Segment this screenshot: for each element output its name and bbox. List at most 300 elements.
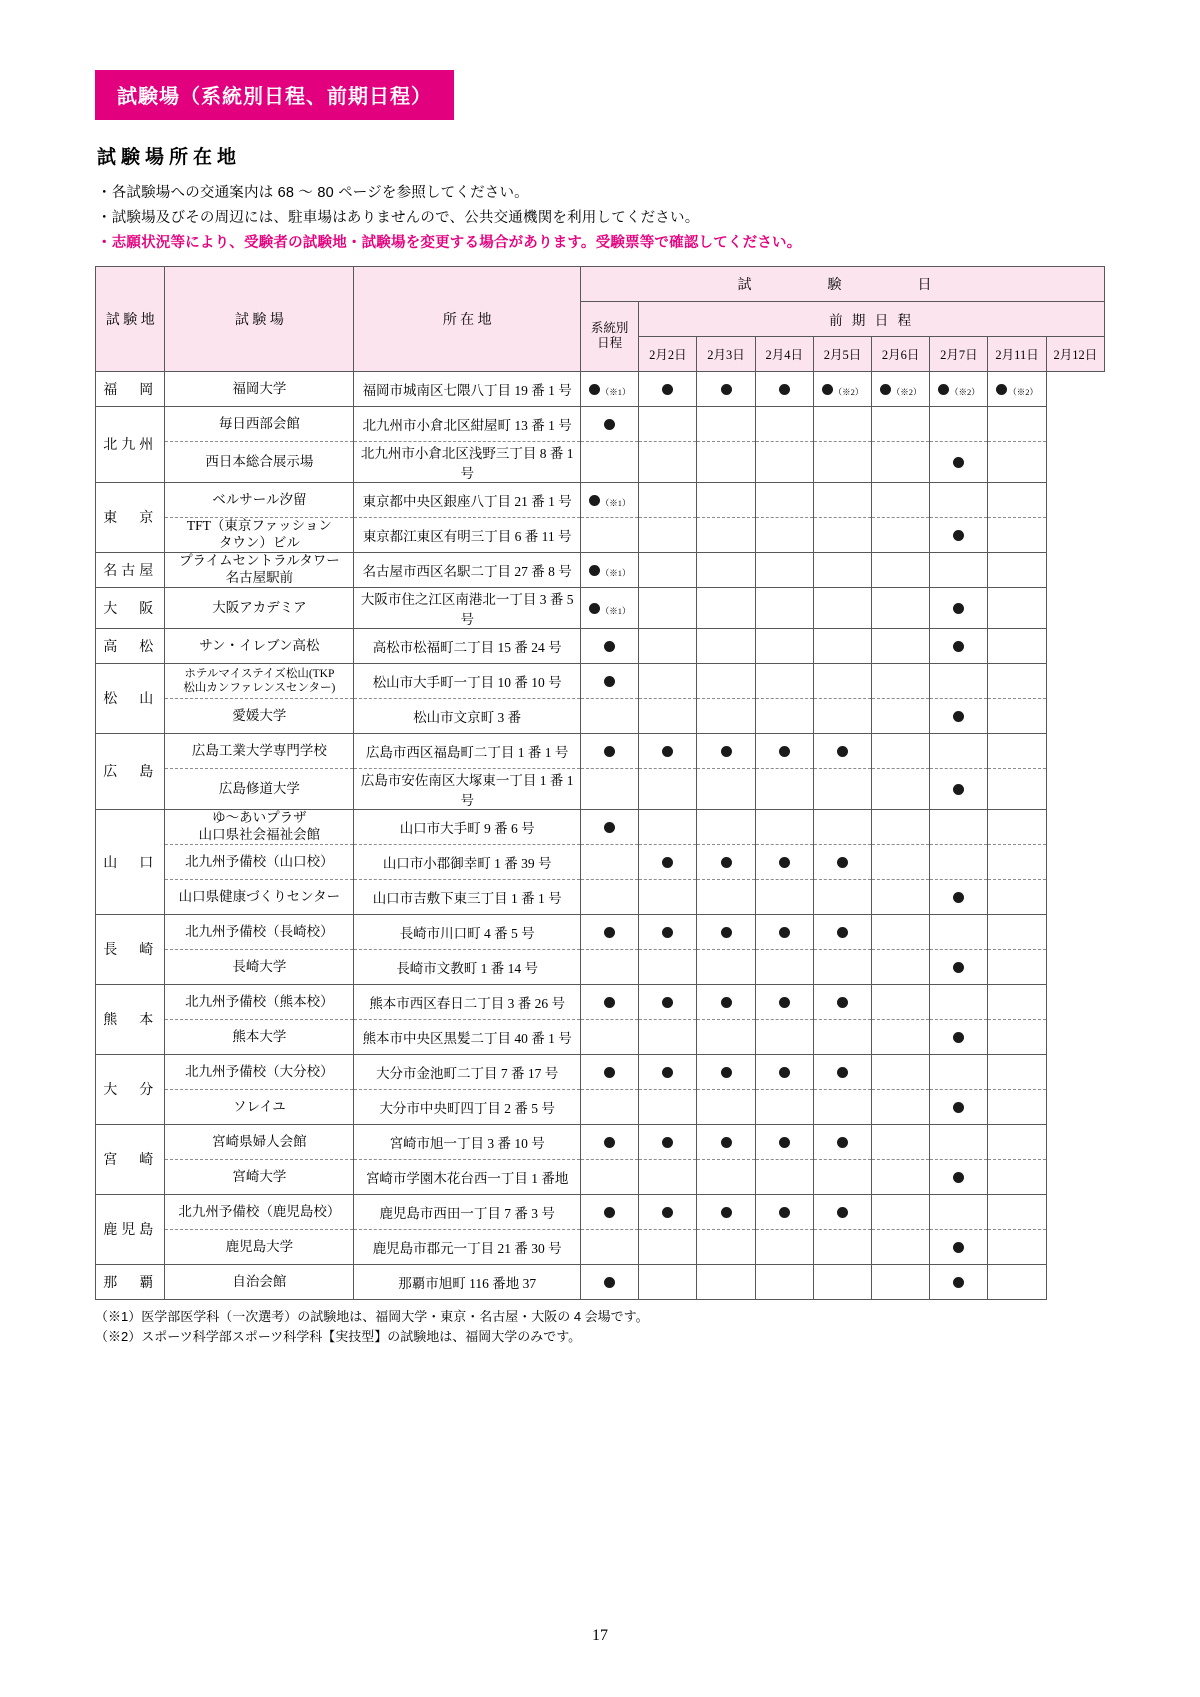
note-line-3: ・志願状況等により、受験者の試験地・試験場を変更する場合があります。受験票等で確認してください。 xyxy=(97,234,802,251)
cell-date-mark xyxy=(755,1019,813,1054)
cell-date-mark xyxy=(988,406,1046,441)
cell-date-mark xyxy=(930,1124,988,1159)
table-row xyxy=(96,984,1105,1019)
footnote-1: （※1）医学部医学科（一次選考）の試験地は、福岡大学・東京・名古屋・大阪の 4 会場です。 xyxy=(95,1308,649,1324)
cell-city: 北九州 xyxy=(96,406,165,482)
cell-date-mark xyxy=(872,733,930,768)
cell-address: 宮崎市学園木花台西一丁目 1 番地 xyxy=(354,1159,581,1194)
table-row xyxy=(96,441,1105,482)
cell-date-mark xyxy=(930,768,988,809)
mark-dot xyxy=(589,384,600,395)
cell-venue-line1: プライムセントラルタワー xyxy=(179,553,340,569)
cell-date-mark xyxy=(813,1159,871,1194)
cell-venue: 西日本総合展示場 xyxy=(165,441,354,482)
mark-dot xyxy=(662,1137,673,1148)
cell-date-mark xyxy=(755,628,813,663)
cell-date-mark xyxy=(930,482,988,517)
cell-address: 北九州市小倉北区浅野三丁目 8 番 1 号 xyxy=(354,441,581,482)
cell-date-mark xyxy=(639,1124,697,1159)
cell-date-mark xyxy=(581,984,639,1019)
cell-date-mark xyxy=(639,1054,697,1089)
cell-date-mark xyxy=(813,517,871,552)
mark-note: （※1） xyxy=(600,605,631,616)
cell-date-mark xyxy=(639,1264,697,1299)
cell-date-mark xyxy=(813,441,871,482)
table-row xyxy=(96,587,1105,628)
cell-date-mark xyxy=(872,1229,930,1264)
cell-address: 山口市小郡御幸町 1 番 39 号 xyxy=(354,844,581,879)
cell-date-mark xyxy=(813,949,871,984)
cell-date-mark xyxy=(930,628,988,663)
cell-date-mark xyxy=(581,1159,639,1194)
cell-venue xyxy=(165,552,354,587)
cell-date-mark xyxy=(755,1194,813,1229)
cell-date-mark xyxy=(697,441,755,482)
cell-date-mark xyxy=(755,587,813,628)
mark-dot xyxy=(953,457,964,468)
cell-date-mark xyxy=(872,1089,930,1124)
cell-venue xyxy=(165,517,354,552)
cell-date-mark xyxy=(930,914,988,949)
cell-date-mark xyxy=(755,517,813,552)
mark-dot xyxy=(953,1277,964,1288)
cell-date-mark xyxy=(581,552,639,587)
cell-date-mark xyxy=(872,371,930,406)
cell-date-mark xyxy=(813,628,871,663)
cell-city: 高 松 xyxy=(96,628,165,663)
cell-date-mark xyxy=(872,441,930,482)
table-row xyxy=(96,628,1105,663)
cell-date-mark xyxy=(813,879,871,914)
cell-date-mark xyxy=(697,663,755,698)
mark-dot xyxy=(822,384,833,395)
cell-date-mark xyxy=(872,1124,930,1159)
mark-note: （※1） xyxy=(600,497,631,508)
cell-venue: 北九州予備校（山口校） xyxy=(165,844,354,879)
cell-date-mark xyxy=(697,1264,755,1299)
mark-dot xyxy=(721,384,732,395)
cell-date-mark xyxy=(697,406,755,441)
cell-date-mark xyxy=(930,406,988,441)
mark-dot xyxy=(721,927,732,938)
cell-date-mark xyxy=(813,1229,871,1264)
cell-city: 宮 崎 xyxy=(96,1124,165,1194)
cell-address: 大分市金池町二丁目 7 番 17 号 xyxy=(354,1054,581,1089)
cell-date-mark xyxy=(581,768,639,809)
cell-date-mark xyxy=(639,949,697,984)
cell-date-mark xyxy=(988,844,1046,879)
cell-date-mark xyxy=(755,949,813,984)
cell-date-mark xyxy=(813,1089,871,1124)
cell-venue: 宮崎県婦人会館 xyxy=(165,1124,354,1159)
table-row xyxy=(96,371,1105,406)
cell-date-mark xyxy=(697,1054,755,1089)
table-row xyxy=(96,406,1105,441)
cell-date-mark xyxy=(755,371,813,406)
mark-note: （※2） xyxy=(1008,386,1038,397)
cell-date-mark xyxy=(930,1054,988,1089)
cell-date-mark xyxy=(581,1019,639,1054)
cell-date-mark xyxy=(872,663,930,698)
cell-date-mark xyxy=(988,441,1046,482)
cell-date-mark xyxy=(755,441,813,482)
cell-date-mark xyxy=(872,768,930,809)
cell-date-mark xyxy=(755,552,813,587)
cell-date-mark xyxy=(581,914,639,949)
cell-address: 長崎市文教町 1 番 14 号 xyxy=(354,949,581,984)
cell-date-mark xyxy=(697,1019,755,1054)
cell-date-mark xyxy=(755,879,813,914)
cell-date-mark xyxy=(930,1019,988,1054)
mark-dot xyxy=(721,1137,732,1148)
mark-dot xyxy=(953,711,964,722)
cell-venue: 広島工業大学専門学校 xyxy=(165,733,354,768)
cell-venue: ベルサール汐留 xyxy=(165,482,354,517)
mark-dot xyxy=(779,746,790,757)
cell-date-mark xyxy=(988,587,1046,628)
mark-note: （※2） xyxy=(949,386,980,397)
cell-date-mark xyxy=(813,1019,871,1054)
mark-dot xyxy=(604,1137,615,1148)
cell-date-mark xyxy=(872,949,930,984)
cell-date-mark xyxy=(988,517,1046,552)
cell-address: 大阪市住之江区南港北一丁目 3 番 5 号 xyxy=(354,587,581,628)
cell-date-mark xyxy=(930,733,988,768)
mark-dot xyxy=(779,997,790,1008)
mark-dot xyxy=(721,1067,732,1078)
cell-venue: 自治会館 xyxy=(165,1264,354,1299)
mark-dot xyxy=(953,892,964,903)
cell-date-mark xyxy=(639,733,697,768)
col-header-date-5: 2月7日 xyxy=(930,336,988,371)
mark-dot xyxy=(604,676,615,687)
table-body xyxy=(96,371,1105,1299)
cell-date-mark xyxy=(930,844,988,879)
mark-dot xyxy=(996,384,1007,395)
cell-date-mark xyxy=(697,949,755,984)
table-row xyxy=(96,1159,1105,1194)
cell-date-mark xyxy=(639,768,697,809)
cell-address: 広島市安佐南区大塚東一丁目 1 番 1 号 xyxy=(354,768,581,809)
cell-city: 松 山 xyxy=(96,663,165,733)
cell-address: 大分市中央町四丁目 2 番 5 号 xyxy=(354,1089,581,1124)
cell-date-mark xyxy=(639,1019,697,1054)
cell-venue: サン・イレブン高松 xyxy=(165,628,354,663)
mark-dot xyxy=(604,1067,615,1078)
cell-city: 大 阪 xyxy=(96,587,165,628)
table-row xyxy=(96,552,1105,587)
cell-date-mark xyxy=(872,1159,930,1194)
cell-date-mark xyxy=(639,552,697,587)
cell-date-mark xyxy=(988,663,1046,698)
cell-address: 長崎市川口町 4 番 5 号 xyxy=(354,914,581,949)
mark-dot xyxy=(837,746,848,757)
mark-dot xyxy=(837,1207,848,1218)
cell-date-mark xyxy=(581,844,639,879)
cell-date-mark xyxy=(872,698,930,733)
cell-date-mark xyxy=(755,1159,813,1194)
cell-date-mark xyxy=(581,628,639,663)
cell-date-mark xyxy=(697,371,755,406)
mark-dot xyxy=(837,997,848,1008)
cell-date-mark xyxy=(872,517,930,552)
cell-date-mark xyxy=(988,1229,1046,1264)
cell-date-mark xyxy=(697,844,755,879)
cell-date-mark xyxy=(581,949,639,984)
table-head xyxy=(96,266,1105,371)
table-row xyxy=(96,1019,1105,1054)
cell-address: 名古屋市西区名駅二丁目 27 番 8 号 xyxy=(354,552,581,587)
cell-date-mark xyxy=(930,517,988,552)
cell-date-mark xyxy=(988,984,1046,1019)
col-header-keitou xyxy=(581,301,639,371)
cell-date-mark xyxy=(755,698,813,733)
cell-date-mark xyxy=(639,984,697,1019)
cell-date-mark xyxy=(581,809,639,844)
cell-date-mark xyxy=(639,482,697,517)
table-row xyxy=(96,482,1105,517)
cell-address: 鹿児島市西田一丁目 7 番 3 号 xyxy=(354,1194,581,1229)
mark-dot xyxy=(837,1067,848,1078)
cell-date-mark xyxy=(697,517,755,552)
col-header-exam-day: 試 験 日 xyxy=(581,266,1105,301)
cell-date-mark xyxy=(930,984,988,1019)
mark-dot xyxy=(779,857,790,868)
mark-dot xyxy=(721,1207,732,1218)
mark-dot xyxy=(662,927,673,938)
table-row xyxy=(96,914,1105,949)
cell-date-mark xyxy=(581,698,639,733)
mark-dot xyxy=(779,384,790,395)
cell-date-mark xyxy=(755,733,813,768)
cell-address: 鹿児島市郡元一丁目 21 番 30 号 xyxy=(354,1229,581,1264)
cell-date-mark xyxy=(988,879,1046,914)
cell-date-mark xyxy=(988,1089,1046,1124)
cell-date-mark xyxy=(813,1194,871,1229)
cell-venue: 長崎大学 xyxy=(165,949,354,984)
col-header-date-6: 2月11日 xyxy=(988,336,1046,371)
cell-date-mark xyxy=(639,844,697,879)
col-header-address: 所 在 地 xyxy=(354,266,581,371)
cell-date-mark xyxy=(697,1229,755,1264)
cell-city: 山 口 xyxy=(96,809,165,914)
cell-date-mark xyxy=(755,1264,813,1299)
cell-date-mark xyxy=(988,482,1046,517)
mark-dot xyxy=(721,746,732,757)
footnotes xyxy=(95,1307,1105,1347)
mark-dot xyxy=(779,1067,790,1078)
mark-dot xyxy=(604,822,615,833)
mark-dot xyxy=(589,495,600,506)
cell-date-mark xyxy=(930,1229,988,1264)
cell-date-mark xyxy=(813,587,871,628)
cell-date-mark xyxy=(813,663,871,698)
cell-date-mark xyxy=(697,628,755,663)
cell-city: 熊 本 xyxy=(96,984,165,1054)
cell-date-mark xyxy=(988,914,1046,949)
note-line-1: ・各試験場への交通案内は 68 ～ 80 ページを参照してください。 xyxy=(97,185,529,201)
col-header-date-4: 2月6日 xyxy=(872,336,930,371)
cell-date-mark xyxy=(639,698,697,733)
cell-date-mark xyxy=(872,1054,930,1089)
mark-dot xyxy=(953,603,964,614)
cell-date-mark xyxy=(988,809,1046,844)
cell-city: 広 島 xyxy=(96,733,165,809)
cell-date-mark xyxy=(639,663,697,698)
cell-date-mark xyxy=(755,844,813,879)
cell-venue-line1: ゆ～あいプラザ xyxy=(212,810,307,826)
cell-date-mark xyxy=(639,1194,697,1229)
cell-date-mark xyxy=(755,1229,813,1264)
mark-dot xyxy=(938,384,949,395)
cell-date-mark xyxy=(872,879,930,914)
section-title: 試験場所在地 xyxy=(97,147,242,168)
mark-note: （※1） xyxy=(600,386,631,397)
cell-city: 福 岡 xyxy=(96,371,165,406)
mark-dot xyxy=(662,997,673,1008)
cell-date-mark xyxy=(872,1264,930,1299)
mark-dot xyxy=(837,927,848,938)
cell-date-mark xyxy=(813,809,871,844)
cell-date-mark xyxy=(581,406,639,441)
cell-date-mark xyxy=(639,587,697,628)
cell-venue-line2: 山口県社会福祉会館 xyxy=(198,826,321,842)
cell-date-mark xyxy=(581,879,639,914)
mark-dot xyxy=(604,1277,615,1288)
mark-dot xyxy=(721,997,732,1008)
cell-venue-line2: タウン）ビル xyxy=(218,534,300,550)
cell-date-mark xyxy=(639,441,697,482)
cell-date-mark xyxy=(813,733,871,768)
cell-address: 東京都江東区有明三丁目 6 番 11 号 xyxy=(354,517,581,552)
cell-date-mark xyxy=(755,1089,813,1124)
cell-venue: 北九州予備校（長崎校） xyxy=(165,914,354,949)
cell-date-mark xyxy=(988,768,1046,809)
cell-venue-line2: 松山カンファレンスセンター) xyxy=(183,681,336,694)
cell-date-mark xyxy=(988,552,1046,587)
cell-address: 松山市大手町一丁目 10 番 10 号 xyxy=(354,663,581,698)
cell-date-mark xyxy=(639,371,697,406)
table-row xyxy=(96,844,1105,879)
cell-address: 山口市吉敷下東三丁目 1 番 1 号 xyxy=(354,879,581,914)
table-row xyxy=(96,1124,1105,1159)
cell-date-mark xyxy=(639,809,697,844)
table-row xyxy=(96,698,1105,733)
table-row xyxy=(96,1089,1105,1124)
table-row xyxy=(96,1194,1105,1229)
cell-date-mark xyxy=(988,1124,1046,1159)
cell-date-mark xyxy=(755,482,813,517)
mark-dot xyxy=(837,1137,848,1148)
mark-dot xyxy=(604,641,615,652)
cell-date-mark xyxy=(581,1054,639,1089)
cell-date-mark xyxy=(930,441,988,482)
table-row xyxy=(96,733,1105,768)
cell-venue-line1: TFT（東京ファッション xyxy=(186,518,332,534)
cell-venue xyxy=(165,663,354,698)
cell-date-mark xyxy=(697,914,755,949)
cell-date-mark xyxy=(930,1159,988,1194)
cell-date-mark xyxy=(872,1194,930,1229)
cell-date-mark xyxy=(813,482,871,517)
mark-dot xyxy=(953,641,964,652)
cell-date-mark xyxy=(988,698,1046,733)
cell-date-mark xyxy=(581,371,639,406)
cell-date-mark xyxy=(930,809,988,844)
mark-dot xyxy=(604,997,615,1008)
cell-date-mark xyxy=(755,914,813,949)
cell-date-mark xyxy=(930,371,988,406)
table-row xyxy=(96,1054,1105,1089)
cell-venue: ソレイユ xyxy=(165,1089,354,1124)
cell-address: 山口市大手町 9 番 6 号 xyxy=(354,809,581,844)
mark-dot xyxy=(662,746,673,757)
cell-date-mark xyxy=(581,482,639,517)
cell-date-mark xyxy=(697,733,755,768)
cell-date-mark xyxy=(930,949,988,984)
cell-date-mark xyxy=(988,1159,1046,1194)
page-number: 17 xyxy=(592,1627,608,1644)
cell-city: 長 崎 xyxy=(96,914,165,984)
cell-venue-line2: 名古屋駅前 xyxy=(225,569,294,585)
cell-date-mark xyxy=(988,1019,1046,1054)
table-row xyxy=(96,1229,1105,1264)
cell-date-mark xyxy=(639,517,697,552)
cell-venue: 福岡大学 xyxy=(165,371,354,406)
cell-date-mark xyxy=(988,628,1046,663)
cell-date-mark xyxy=(988,1054,1046,1089)
col-header-venue: 試 験 場 xyxy=(165,266,354,371)
cell-date-mark xyxy=(697,1124,755,1159)
cell-address: 広島市西区福島町二丁目 1 番 1 号 xyxy=(354,733,581,768)
mark-dot xyxy=(662,857,673,868)
cell-date-mark xyxy=(697,1159,755,1194)
cell-address: 松山市文京町 3 番 xyxy=(354,698,581,733)
cell-city: 名古屋 xyxy=(96,552,165,587)
col-header-date-2: 2月4日 xyxy=(755,336,813,371)
cell-date-mark xyxy=(813,1264,871,1299)
cell-city: 那 覇 xyxy=(96,1264,165,1299)
cell-date-mark xyxy=(988,733,1046,768)
cell-date-mark xyxy=(755,406,813,441)
cell-date-mark xyxy=(872,809,930,844)
cell-date-mark xyxy=(872,914,930,949)
cell-date-mark xyxy=(872,552,930,587)
cell-address: 福岡市城南区七隈八丁目 19 番 1 号 xyxy=(354,371,581,406)
cell-date-mark xyxy=(755,1054,813,1089)
cell-venue: 熊本大学 xyxy=(165,1019,354,1054)
mark-dot xyxy=(953,962,964,973)
cell-venue: 愛媛大学 xyxy=(165,698,354,733)
col-header-date-7: 2月12日 xyxy=(1046,336,1104,371)
cell-date-mark xyxy=(813,844,871,879)
cell-venue: 北九州予備校（鹿児島校） xyxy=(165,1194,354,1229)
cell-date-mark xyxy=(755,768,813,809)
cell-date-mark xyxy=(930,1194,988,1229)
mark-dot xyxy=(779,1137,790,1148)
cell-venue-line1: ホテルマイステイズ松山(TKP xyxy=(184,667,335,680)
cell-date-mark xyxy=(813,406,871,441)
mark-dot xyxy=(880,384,891,395)
cell-date-mark xyxy=(988,371,1046,406)
mark-dot xyxy=(662,384,673,395)
mark-dot xyxy=(662,1067,673,1078)
cell-date-mark xyxy=(813,1054,871,1089)
cell-date-mark xyxy=(639,628,697,663)
cell-date-mark xyxy=(639,1159,697,1194)
mark-note: （※2） xyxy=(891,386,922,397)
cell-date-mark xyxy=(581,733,639,768)
